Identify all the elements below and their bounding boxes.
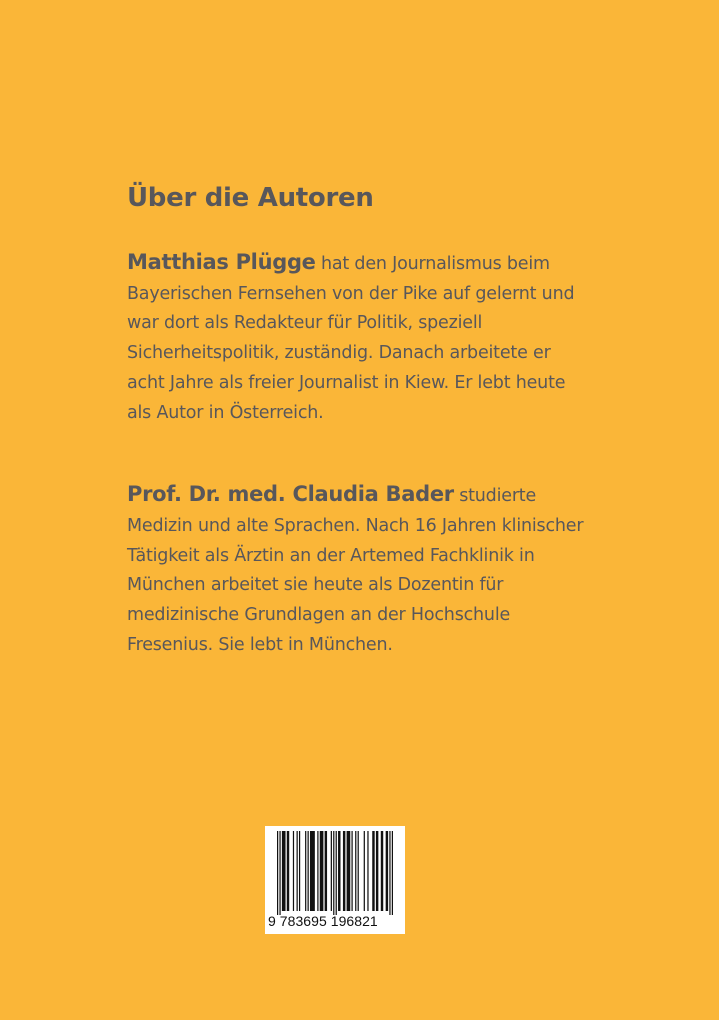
barcode-bar (389, 831, 390, 915)
barcode-bar (386, 831, 388, 911)
barcode-bar (367, 831, 368, 911)
author-bio-bader (127, 480, 587, 660)
barcode-bar (343, 831, 345, 911)
barcode-bar (331, 831, 332, 911)
barcode-bar (336, 831, 337, 915)
barcode-bar (317, 831, 318, 911)
barcode-bar (364, 831, 365, 911)
barcode-bar (287, 831, 289, 911)
barcode-bar (347, 831, 351, 911)
barcode-bar (293, 831, 294, 911)
barcode-bar (325, 831, 327, 911)
barcode-bar (372, 831, 374, 911)
barcode-bar (376, 831, 378, 911)
barcode-bar (282, 831, 286, 911)
isbn-barcode (265, 826, 405, 934)
author-name: Matthias Plügge (127, 250, 316, 274)
author-bio-text: hat den Journalismus beim Bayerischen Fernsehen von der Pike auf gelernt und war dort als Redakteur für Politik, speziell Sicherheitspolitik, zuständig. Danach arbeitete er acht Jahre als freier Journalist in Kiew. Er lebt heute als Autor in Österreich. (127, 254, 575, 423)
barcode-bar (358, 831, 359, 911)
barcode-bar (338, 831, 340, 911)
barcode-bar (310, 831, 315, 911)
barcode-bar (297, 831, 298, 911)
barcode-digits: 9 783695 196821 (268, 913, 378, 929)
barcode-bar (277, 831, 278, 915)
barcode-bar (351, 831, 352, 911)
barcode-bar (392, 831, 393, 915)
author-bio-text: studierte Medizin und alte Sprachen. Nach 16 Jahren klinischer Tätigkeit als Ärztin an der Artemed Fachklinik in München arbeitet sie heute als Dozentin für medizinische Grundlagen an der Hochschule Fresenius. Sie lebt in München. (127, 486, 584, 655)
author-name: Prof. Dr. med. Claudia Bader (127, 482, 454, 507)
barcode-bar (333, 831, 334, 915)
barcode-bar (320, 831, 324, 911)
barcode-bar (279, 831, 280, 915)
section-heading: Über die Autoren (127, 183, 374, 213)
barcode-bar (305, 831, 306, 911)
author-bio-pluegge (127, 248, 587, 428)
barcode-bar (308, 831, 309, 911)
about-authors-section (127, 178, 587, 660)
barcode-bar (299, 831, 300, 911)
barcode-bar (381, 831, 383, 911)
barcode-bar (355, 831, 356, 911)
